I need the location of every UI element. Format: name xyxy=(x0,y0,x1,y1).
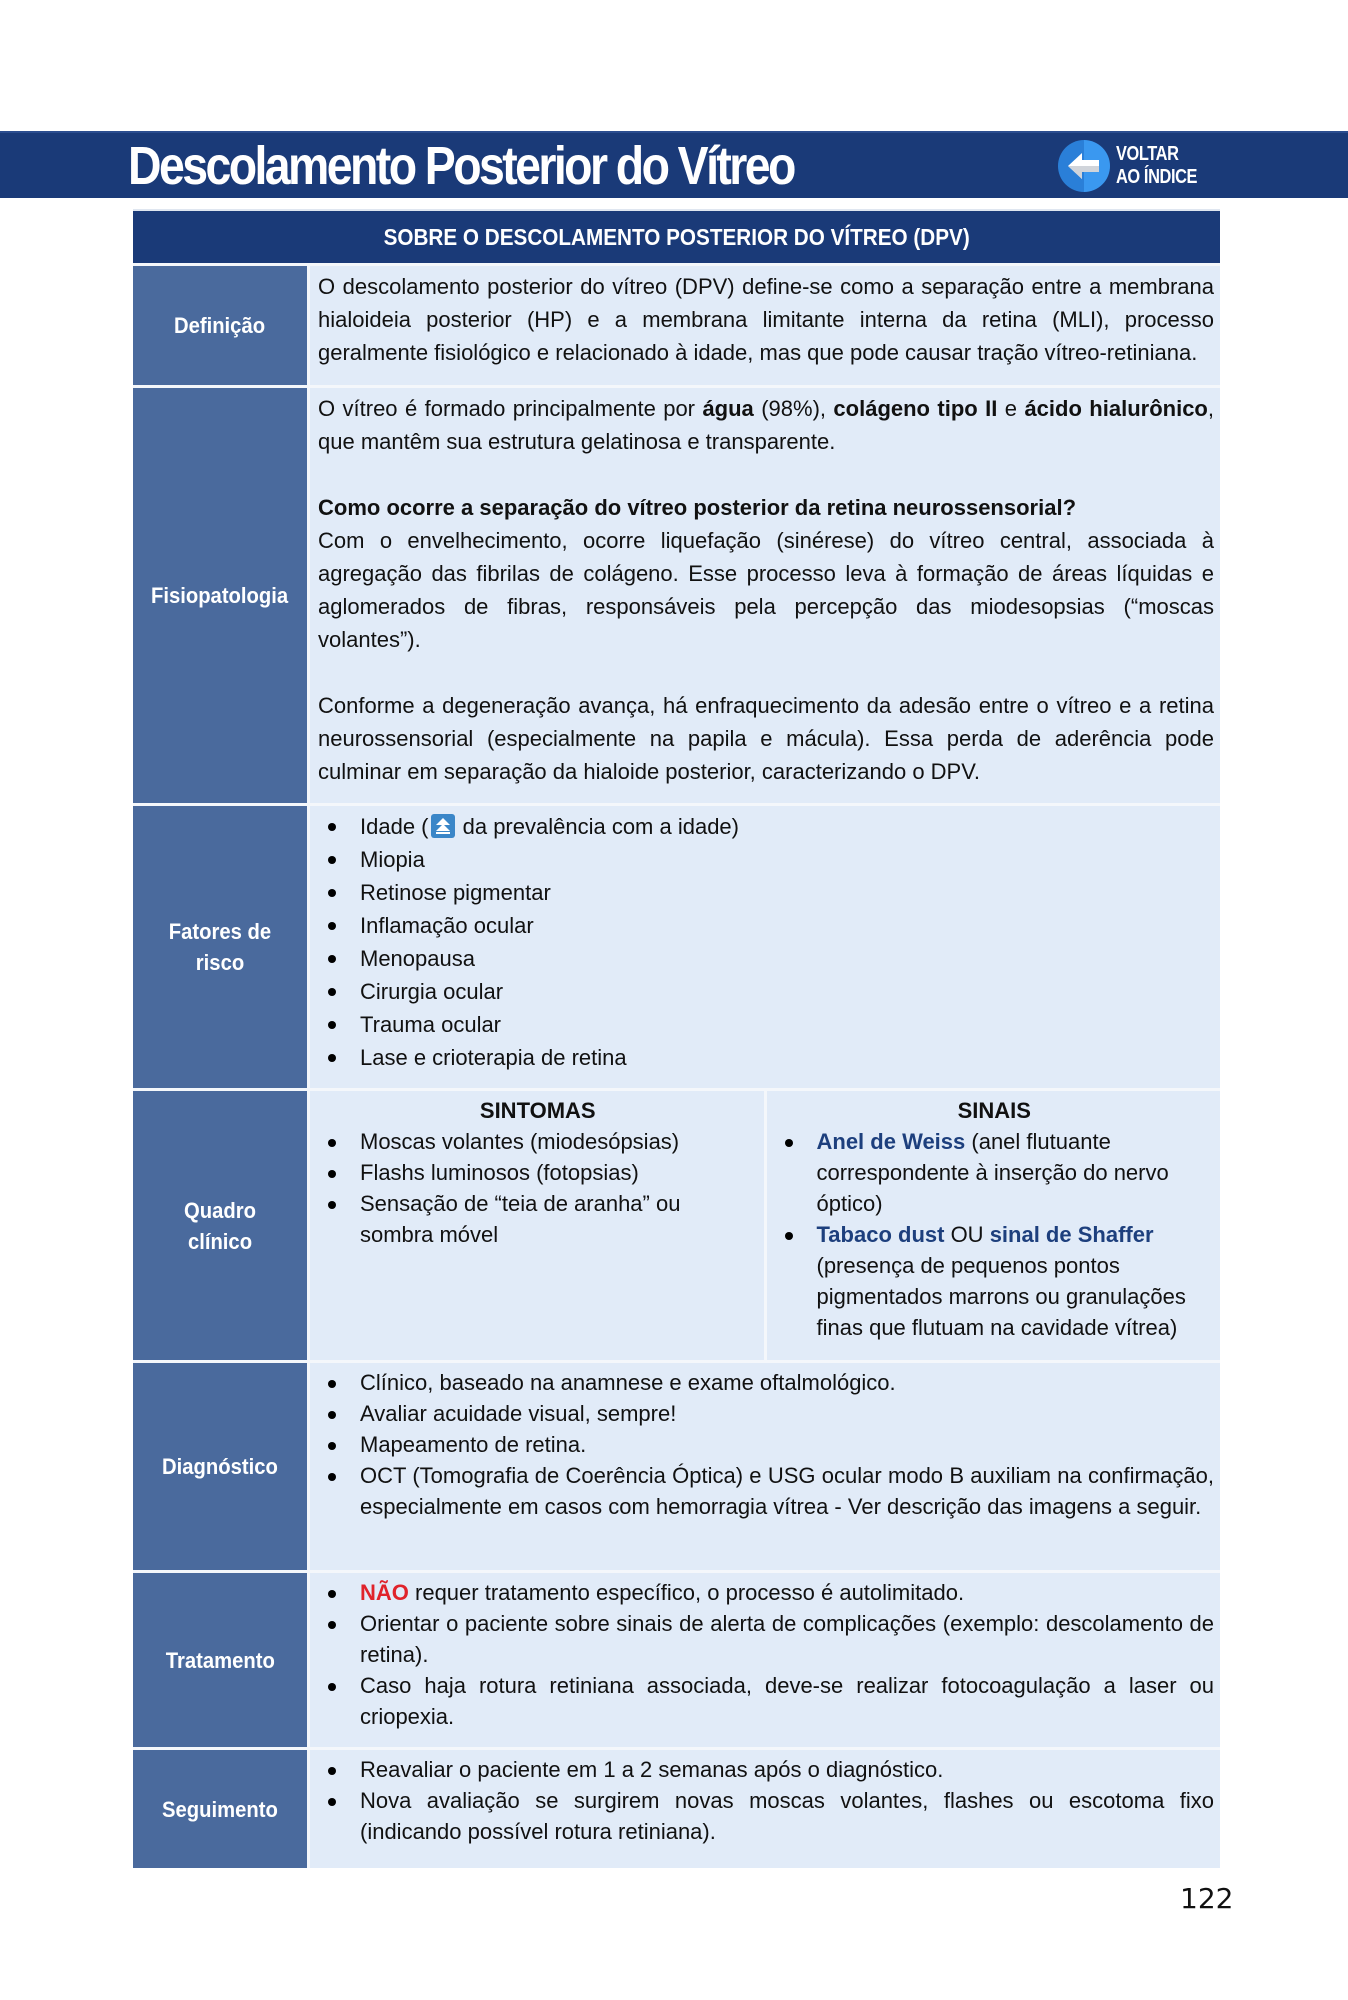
row-label xyxy=(133,266,310,385)
list-item: OCT (Tomografia de Coerência Óptica) e USG ocular modo B auxiliam na confirmação, especialmente em casos com hemorragia vítrea - Ver descrição das imagens a seguir. xyxy=(318,1460,1214,1522)
list-item: Clínico, baseado na anamnese e exame oftalmológico. xyxy=(318,1367,1214,1398)
row-definicao xyxy=(133,263,1220,385)
bold-term: água xyxy=(702,396,754,421)
highlight-term: Anel de Weiss xyxy=(816,1129,966,1154)
row-fatores-de-risco xyxy=(133,803,1220,1088)
row-label-text: Quadro clínico xyxy=(184,1197,256,1254)
list-item: Reavaliar o paciente em 1 a 2 semanas após o diagnóstico. xyxy=(318,1754,1214,1785)
list-item xyxy=(318,1577,1214,1608)
list-item: Avaliar acuidade visual, sempre! xyxy=(318,1398,1214,1429)
dpv-summary-table xyxy=(133,209,1220,1868)
highlight-term: Tabaco dust xyxy=(816,1222,945,1247)
list-item: Nova avaliação se surgirem novas moscas volantes, flashes ou escotoma fixo (indicando possível rotura retiniana). xyxy=(318,1785,1214,1847)
row-fisiopatologia xyxy=(133,385,1220,803)
signs-list xyxy=(775,1126,1215,1343)
row-label-text: Fisiopatologia xyxy=(151,583,289,608)
symptoms-heading: SINTOMAS xyxy=(479,1098,596,1123)
row-tratamento xyxy=(133,1570,1220,1747)
list-item: Retinose pigmentar xyxy=(318,876,1214,909)
highlight-term: sinal de Shaffer xyxy=(989,1222,1154,1247)
list-item: Cirurgia ocular xyxy=(318,975,1214,1008)
text: (anel flutuante correspondente à inserção do nervo óptico) xyxy=(816,1129,1169,1216)
list-item: Mapeamento de retina. xyxy=(318,1429,1214,1460)
text: , que mantêm sua estrutura gelatinosa e transparente. xyxy=(318,396,1214,454)
table-title xyxy=(133,209,1220,263)
list-item xyxy=(775,1126,1215,1219)
signs-column xyxy=(764,1091,1221,1360)
row-content xyxy=(310,1573,1220,1747)
symptoms-column xyxy=(310,1091,764,1360)
row-quadro-clinico xyxy=(133,1088,1220,1360)
row-label xyxy=(133,1091,310,1360)
list-item xyxy=(775,1219,1215,1343)
list-item: Lase e crioterapia de retina xyxy=(318,1041,1214,1074)
row-label xyxy=(133,1750,310,1868)
text: O vítreo é formado principalmente por xyxy=(318,396,703,421)
list-item: Inflamação ocular xyxy=(318,909,1214,942)
row-seguimento xyxy=(133,1747,1220,1868)
list-item: Miopia xyxy=(318,843,1214,876)
page-title: Descolamento Posterior do Vítreo xyxy=(128,136,794,196)
bold-term: ácido hialurônico xyxy=(1024,396,1208,421)
arrow-left-circle-icon xyxy=(1058,140,1110,192)
row-label xyxy=(133,388,310,803)
definition-text: O descolamento posterior do vítreo (DPV) define-se como a separação entre a membrana hialoideia posterior (HP) e a membrana limitante interna da retina (MLI), processo geralmente fisiológico e relacionado à idade, mas que pode causar tração vítreo-retiniana. xyxy=(318,274,1214,365)
row-content xyxy=(310,1363,1220,1570)
text: (98%), xyxy=(753,396,834,421)
treatment-list xyxy=(318,1577,1214,1732)
back-to-index-button[interactable] xyxy=(1058,139,1215,193)
list-item: Orientar o paciente sobre sinais de alerta de complicações (exemplo: descolamento de retina). xyxy=(318,1608,1214,1670)
risk-factor-list xyxy=(318,810,1214,1074)
row-label xyxy=(133,1573,310,1747)
clinical-picture-columns xyxy=(310,1091,1220,1360)
page-number: 122 xyxy=(1180,1882,1234,1915)
row-label-text: Fatores de risco xyxy=(168,919,272,975)
follow-up-list xyxy=(318,1754,1214,1847)
row-label xyxy=(133,1363,310,1570)
mechanism-paragraph: Com o envelhecimento, ocorre liquefação (sinérese) do vítreo central, associada à agregação das fibrilas de colágeno. Esse processo leva à formação de áreas líquidas e aglomerados de fibras, responsáveis pela percepção das miodesopsias (“moscas volantes”). xyxy=(318,528,1214,652)
row-label-text: Tratamento xyxy=(165,1647,275,1673)
symptoms-list xyxy=(318,1126,758,1250)
text: e xyxy=(997,396,1025,421)
question-heading: Como ocorre a separação do vítreo posterior da retina neurossensorial? xyxy=(318,495,1077,520)
bold-term: colágeno tipo II xyxy=(833,396,998,421)
row-label-text: Diagnóstico xyxy=(162,1454,278,1479)
text: OU xyxy=(944,1222,990,1247)
list-item: Caso haja rotura retiniana associada, deve-se realizar fotocoagulação a laser ou criopexia. xyxy=(318,1670,1214,1732)
row-label xyxy=(133,806,310,1088)
diagnosis-list xyxy=(318,1367,1214,1522)
row-content xyxy=(310,1750,1220,1868)
list-item: Menopausa xyxy=(318,942,1214,975)
back-label-line1: VOLTAR xyxy=(1116,143,1179,165)
row-content xyxy=(310,806,1220,1088)
row-content xyxy=(310,266,1220,385)
row-label-text: Seguimento xyxy=(162,1796,278,1822)
table-title-text: SOBRE O DESCOLAMENTO POSTERIOR DO VÍTREO (DPV) xyxy=(383,223,970,250)
list-item: Flashs luminosos (fotopsias) xyxy=(318,1157,758,1188)
signs-heading: SINAIS xyxy=(957,1098,1031,1123)
list-item xyxy=(318,810,1214,843)
text: (presença de pequenos pontos pigmentados marrons ou granulações finas que flutuam na cavidade vítrea) xyxy=(816,1253,1186,1340)
row-diagnostico xyxy=(133,1360,1220,1570)
text: da prevalência com a idade) xyxy=(456,814,739,839)
composition-paragraph xyxy=(318,392,1214,458)
list-item: Sensação de “teia de aranha” ou sombra móvel xyxy=(318,1188,758,1250)
back-label-line2: AO ÍNDICE xyxy=(1116,166,1198,188)
row-label-text: Definição xyxy=(174,313,266,338)
text: Idade ( xyxy=(360,814,429,839)
alert-term: NÃO xyxy=(360,1580,409,1605)
increase-arrow-icon xyxy=(431,814,455,838)
row-content xyxy=(310,388,1220,803)
title-bar xyxy=(0,131,1348,198)
back-button-label xyxy=(1116,143,1197,189)
text: requer tratamento específico, o processo é autolimitado. xyxy=(408,1580,965,1605)
list-item: Trauma ocular xyxy=(318,1008,1214,1041)
list-item: Moscas volantes (miodesópsias) xyxy=(318,1126,758,1157)
progression-paragraph: Conforme a degeneração avança, há enfraquecimento da adesão entre o vítreo e a retina neurossensorial (especialmente na papila e mácula). Essa perda de aderência pode culminar em separação da hialoide posterior, caracterizando o DPV. xyxy=(318,693,1214,784)
